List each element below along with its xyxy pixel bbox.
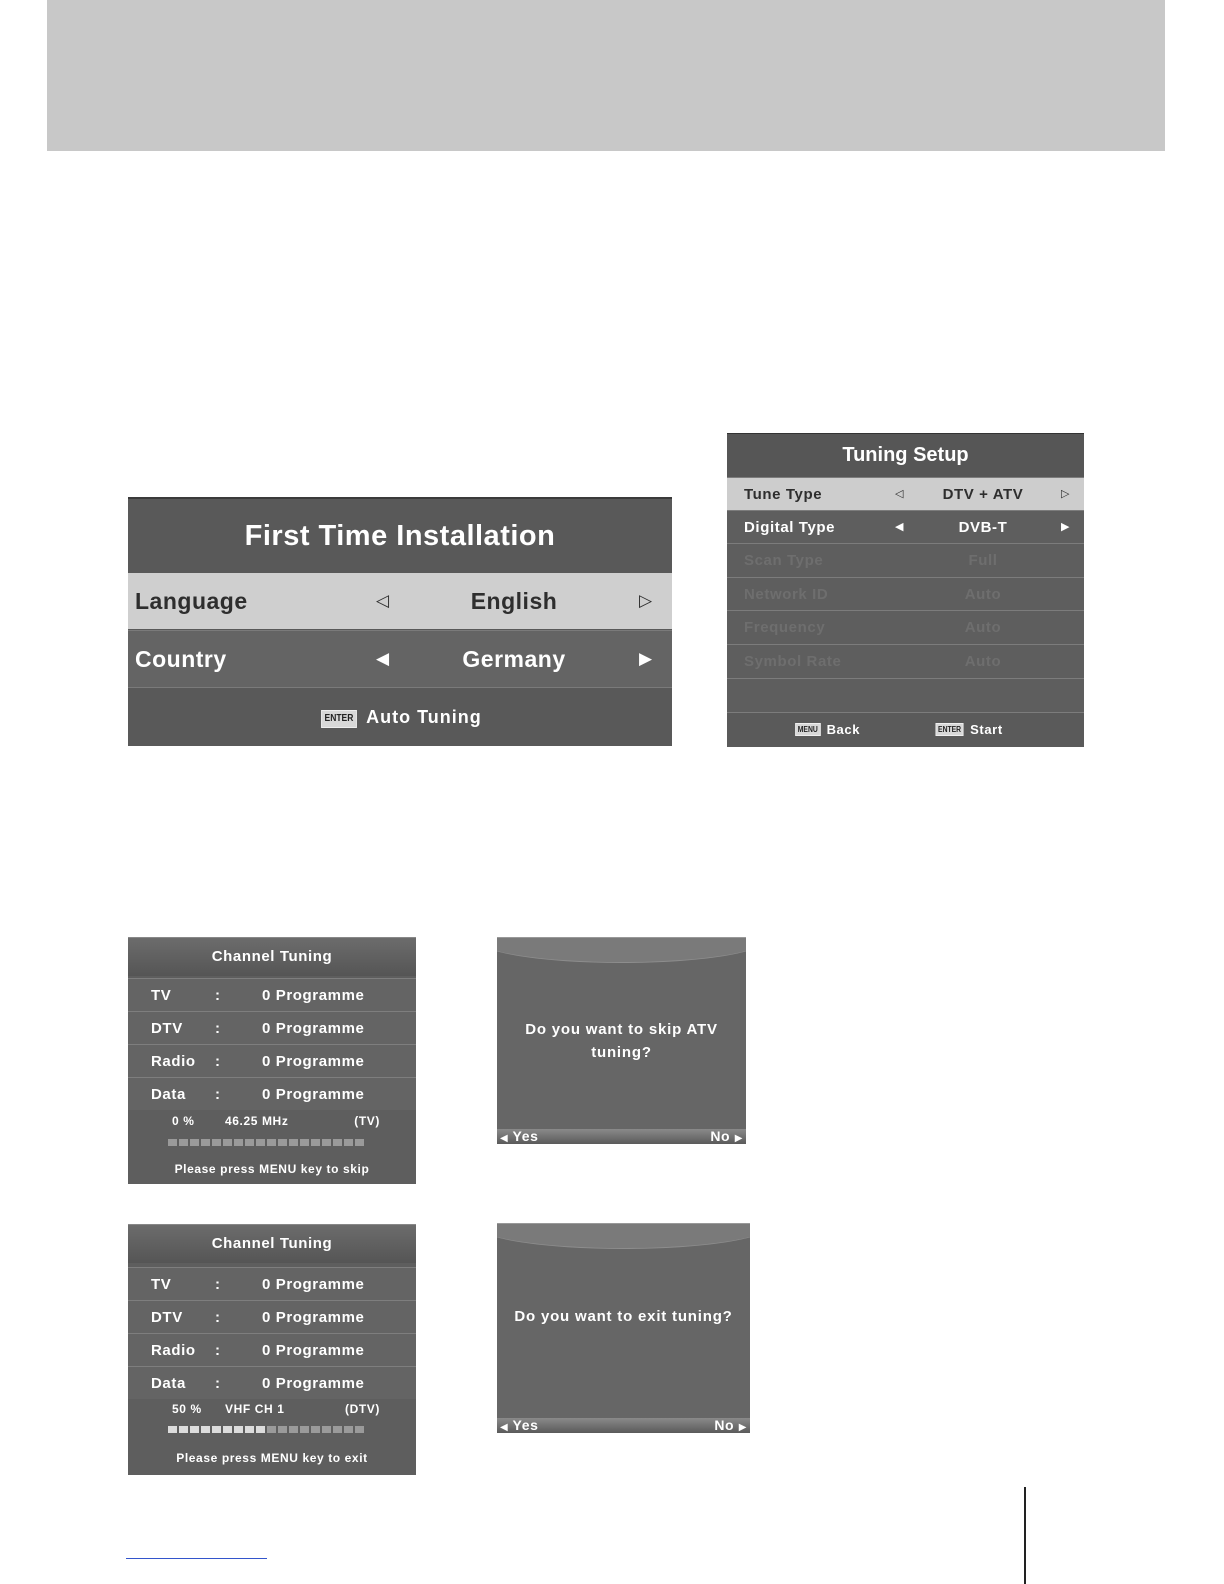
network-id-row: [727, 577, 1084, 610]
progress-segment: [267, 1426, 276, 1433]
row-label: Data: [151, 1086, 186, 1103]
tuning-setup-footer: [727, 712, 1084, 747]
right-arrow-icon[interactable]: ▷: [1061, 488, 1071, 500]
progress-segment: [223, 1139, 232, 1146]
row-value: 0 Programme: [262, 1342, 365, 1359]
tuning-setup-menu: [727, 433, 1084, 746]
row-value: Auto: [964, 619, 1002, 636]
empty-row: [727, 678, 1084, 711]
exit-hint: Please press MENU key to exit: [176, 1451, 368, 1465]
progress-segment: [333, 1426, 342, 1433]
country-value: Germany: [462, 646, 566, 672]
dialog-header: [497, 1223, 750, 1249]
progress-segment: [201, 1139, 210, 1146]
tune-type-row[interactable]: [727, 477, 1084, 510]
underline-rule: [126, 1558, 267, 1559]
row-label: Language: [135, 588, 248, 614]
menu-key-icon: MENU: [795, 723, 820, 736]
country-row[interactable]: [128, 630, 672, 688]
auto-tuning-label: Auto Tuning: [366, 707, 482, 727]
row-label: TV: [151, 1276, 172, 1293]
page-header-band: [47, 0, 1165, 151]
tuning-mode: (TV): [354, 1114, 380, 1128]
dtv-count-row: [128, 1011, 416, 1044]
right-arrow-icon: ▶: [738, 1422, 747, 1433]
tuning-mode: (DTV): [345, 1402, 380, 1416]
progress-segment: [223, 1426, 232, 1433]
row-colon: :: [215, 1053, 221, 1070]
progress-segment: [168, 1426, 177, 1433]
no-label: No: [710, 1128, 731, 1144]
row-label: Country: [135, 646, 227, 672]
radio-count-row: [128, 1044, 416, 1077]
progress-segment: [344, 1139, 353, 1146]
progress-bar: [168, 1426, 364, 1434]
progress-segment: [289, 1426, 298, 1433]
skip-hint: Please press MENU key to skip: [174, 1162, 370, 1176]
progress-segment: [300, 1426, 309, 1433]
scan-type-row: [727, 543, 1084, 576]
back-label: Back: [826, 722, 861, 737]
progress-bar: [168, 1139, 364, 1147]
progress-segment: [267, 1139, 276, 1146]
row-value: Auto: [964, 653, 1002, 670]
frequency-row: [727, 610, 1084, 643]
no-button[interactable]: [714, 1418, 747, 1433]
dtv-count-row: [128, 1300, 416, 1333]
row-colon: :: [215, 1020, 221, 1037]
row-label: Tune Type: [744, 486, 823, 503]
progress-segment: [322, 1139, 331, 1146]
no-button[interactable]: [710, 1129, 743, 1144]
progress-segment: [256, 1426, 265, 1433]
radio-count-row: [128, 1333, 416, 1366]
row-value: Full: [968, 552, 998, 569]
progress-percent: 50 %: [172, 1402, 202, 1416]
left-arrow-icon[interactable]: ◁: [895, 488, 905, 500]
tuning-status: [128, 1398, 416, 1420]
channel-tuning-panel-exit: [128, 1224, 416, 1475]
row-value: DTV + ATV: [942, 486, 1024, 503]
language-value: English: [470, 588, 558, 614]
progress-segment: [355, 1139, 364, 1146]
progress-segment: [333, 1139, 342, 1146]
back-button[interactable]: [793, 713, 860, 747]
row-label: Digital Type: [744, 519, 836, 536]
row-colon: :: [215, 1375, 221, 1392]
left-arrow-icon: ◀: [500, 1422, 509, 1433]
tuning-status: [128, 1110, 416, 1132]
row-value: 0 Programme: [262, 1375, 365, 1392]
enter-key-icon: ENTER: [935, 723, 963, 736]
left-arrow-icon: ◀: [500, 1133, 509, 1144]
progress-segment: [311, 1139, 320, 1146]
skip-atv-dialog: [497, 937, 746, 1144]
symbol-rate-row: [727, 644, 1084, 677]
left-arrow-icon[interactable]: ◁: [376, 591, 390, 610]
progress-segment: [245, 1426, 254, 1433]
row-value: 0 Programme: [262, 1276, 365, 1293]
auto-tuning-button[interactable]: [128, 689, 672, 746]
progress-segment: [212, 1139, 221, 1146]
progress-segment: [289, 1139, 298, 1146]
yes-button[interactable]: [500, 1129, 539, 1144]
no-label: No: [714, 1417, 735, 1433]
language-row[interactable]: [128, 573, 672, 629]
page-divider-rule: [1024, 1487, 1026, 1584]
progress-segment: [245, 1139, 254, 1146]
row-label: Radio: [151, 1053, 196, 1070]
progress-segment: [256, 1139, 265, 1146]
row-label: Data: [151, 1375, 186, 1392]
right-arrow-icon[interactable]: ▶: [639, 649, 653, 668]
yes-label: Yes: [512, 1417, 539, 1433]
exit-tuning-dialog: [497, 1223, 750, 1433]
first-time-installation-menu: [128, 497, 672, 746]
progress-segment: [311, 1426, 320, 1433]
row-value: DVB-T: [958, 519, 1008, 536]
dialog-message: Do you want to exit tuning?: [514, 1308, 733, 1325]
progress-percent: 0 %: [172, 1114, 195, 1128]
progress-segment: [355, 1426, 364, 1433]
progress-segment: [201, 1426, 210, 1433]
row-value: 0 Programme: [262, 1020, 365, 1037]
row-label: Frequency: [744, 619, 826, 636]
row-value: 0 Programme: [262, 1086, 365, 1103]
progress-segment: [190, 1139, 199, 1146]
tv-count-row: [128, 1267, 416, 1300]
row-colon: :: [215, 987, 221, 1004]
dialog-footer: [497, 1129, 746, 1144]
progress-segment: [212, 1426, 221, 1433]
enter-key-icon: ENTER: [321, 710, 357, 728]
progress-segment: [344, 1426, 353, 1433]
dialog-message: Do you want to skip ATV tuning?: [525, 1021, 718, 1061]
progress-segment: [278, 1139, 287, 1146]
menu-title: Tuning Setup: [727, 434, 1084, 477]
row-label: TV: [151, 987, 172, 1004]
left-arrow-icon[interactable]: ◀: [376, 649, 390, 668]
panel-title: Channel Tuning: [128, 1225, 416, 1263]
row-label: DTV: [151, 1309, 183, 1326]
right-arrow-icon: ▶: [734, 1133, 743, 1144]
row-label: DTV: [151, 1020, 183, 1037]
progress-segment: [179, 1426, 188, 1433]
row-colon: :: [215, 1309, 221, 1326]
progress-segment: [234, 1426, 243, 1433]
menu-title: First Time Installation: [244, 520, 556, 552]
row-value: Auto: [964, 586, 1002, 603]
data-count-row: [128, 1077, 416, 1110]
start-label: Start: [970, 722, 1003, 737]
progress-segment: [190, 1426, 199, 1433]
tuning-frequency: 46.25 MHz: [225, 1114, 289, 1128]
dialog-footer: [497, 1418, 750, 1433]
dialog-header: [497, 937, 746, 963]
yes-label: Yes: [512, 1128, 539, 1144]
row-label: Symbol Rate: [744, 653, 842, 670]
row-colon: :: [215, 1342, 221, 1359]
tuning-frequency: VHF CH 1: [225, 1402, 285, 1416]
panel-title: Channel Tuning: [128, 938, 416, 976]
progress-segment: [322, 1426, 331, 1433]
row-value: 0 Programme: [262, 987, 365, 1004]
row-value: 0 Programme: [262, 1053, 365, 1070]
digital-type-row[interactable]: [727, 510, 1084, 543]
row-label: Scan Type: [744, 552, 824, 569]
row-colon: :: [215, 1086, 221, 1103]
start-button[interactable]: [933, 713, 1003, 747]
row-value: 0 Programme: [262, 1309, 365, 1326]
row-colon: :: [215, 1276, 221, 1293]
progress-segment: [179, 1139, 188, 1146]
progress-segment: [168, 1139, 177, 1146]
progress-segment: [300, 1139, 309, 1146]
progress-segment: [278, 1426, 287, 1433]
channel-tuning-panel-skip: [128, 937, 416, 1184]
tv-count-row: [128, 978, 416, 1011]
right-arrow-icon[interactable]: ▷: [639, 591, 653, 610]
yes-button[interactable]: [500, 1418, 539, 1433]
left-arrow-icon[interactable]: ◀: [895, 521, 905, 533]
data-count-row: [128, 1366, 416, 1399]
right-arrow-icon[interactable]: ▶: [1061, 521, 1071, 533]
progress-segment: [234, 1139, 243, 1146]
row-label: Radio: [151, 1342, 196, 1359]
row-label: Network ID: [744, 586, 829, 603]
